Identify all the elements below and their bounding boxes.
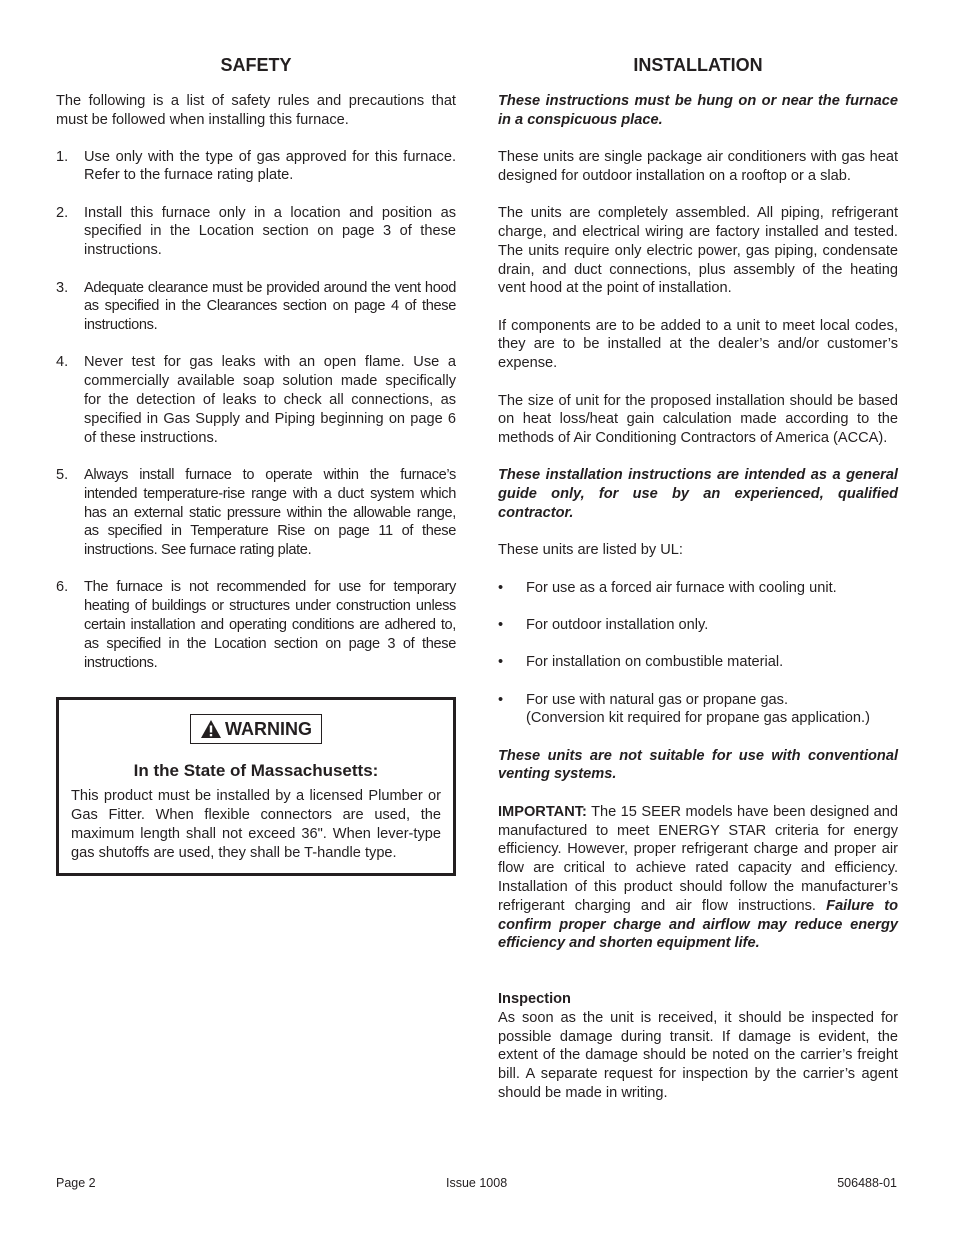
safety-column	[56, 53, 456, 876]
item-text: For installation on combustible material.	[526, 654, 784, 671]
warning-label: WARNING	[225, 718, 312, 739]
paragraph: These units are single package air conditioners with gas heat designed for outdoor installation on a rooftop or a slab.	[498, 149, 898, 184]
warning-badge	[190, 714, 322, 744]
item-text: For use as a forced air furnace with cooling unit.	[526, 579, 837, 596]
warning-box	[56, 697, 456, 875]
footer-doc-number: 506488-01	[837, 1176, 897, 1190]
important-paragraph	[498, 803, 898, 953]
list-item	[56, 148, 456, 186]
item-number: 4.	[56, 354, 69, 371]
item-number: 6.	[56, 579, 69, 596]
list-item	[498, 653, 898, 672]
list-item	[56, 204, 456, 260]
item-subtext: (Conversion kit required for propane gas application.)	[526, 710, 870, 727]
venting-notice: These units are not suitable for use with conventional venting systems.	[498, 747, 898, 783]
hang-notice: These instructions must be hung on or near the furnace in a conspicuous place.	[498, 93, 898, 128]
list-item	[56, 279, 456, 335]
important-text: The 15 SEER models have been designed and manufactured to meet ENERGY STAR criteria for energy efficiency. However, proper refrigerant charge and proper air flow are critical to achieve rated capacity and efficiency. Installation of this product should follow the manufacturer’s refrigerant charging and air flow instructions.	[498, 803, 898, 914]
bullet: •	[498, 616, 504, 633]
item-text: The furnace is not recommended for use for temporary heating of buildings or structures under construction unless certain installation and operating conditions are adhered to, as specified in the Location section on page 3 of these instructions.	[84, 579, 456, 671]
warning-heading: In the State of Massachusetts:	[133, 761, 379, 781]
item-text: Use only with the type of gas approved for this furnace. Refer to the furnace rating plate.	[84, 148, 456, 184]
safety-intro: The following is a list of safety rules and precautions that must be followed when installing this furnace.	[56, 93, 456, 128]
installation-title: INSTALLATION	[633, 55, 763, 75]
installation-column	[498, 53, 898, 1103]
bullet: •	[498, 579, 504, 596]
bullet: •	[498, 654, 504, 671]
list-item	[498, 579, 898, 598]
item-text: Always install furnace to operate within the furnace’s intended temperature-rise range with a duct system which has an external static pressure within the allowable range, as specified in Temperature Rise on page 11 of these instructions. See furnace rating plate.	[84, 466, 456, 559]
list-item	[498, 616, 898, 635]
item-number: 3.	[56, 279, 69, 296]
item-text: Never test for gas leaks with an open flame. Use a commercially available soap solution made specifically for the detection of leaks to check all connections, as specified in Gas Supply and Piping beginning on page 6 of these instructions.	[84, 354, 456, 446]
important-emphasis: Failure to confirm proper charge and airflow may reduce energy efficiency and shorten equipment life.	[498, 897, 898, 952]
paragraph: If components are to be added to a unit to meet local codes, they are to be installed at the dealer’s and/or customer’s expense.	[498, 317, 898, 372]
list-item	[56, 466, 456, 560]
safety-rules-list	[56, 148, 456, 673]
warning-triangle-icon	[200, 719, 222, 739]
inspection-heading: Inspection	[498, 991, 571, 1008]
item-number: 2.	[56, 204, 69, 221]
ul-intro: These units are listed by UL:	[498, 542, 683, 559]
bullet: •	[498, 691, 504, 708]
important-label: IMPORTANT:	[498, 803, 587, 820]
guide-notice: These installation instructions are intended as a general guide only, for use by an experienced, qualified contractor.	[498, 467, 898, 522]
ul-listing-list	[498, 579, 898, 728]
item-text: Adequate clearance must be provided around the vent hood as specified in the Clearances section on page 4 of these instructions.	[84, 279, 456, 334]
paragraph: The size of unit for the proposed installation should be based on heat loss/heat gain calculation made according to the methods of Air Conditioning Contractors of America (ACCA).	[498, 392, 898, 447]
list-item	[56, 578, 456, 672]
item-text: Install this furnace only in a location and position as specified in the Location section on page 3 of these instructions.	[84, 204, 456, 259]
item-number: 5.	[56, 466, 69, 483]
warning-text: This product must be installed by a licensed Plumber or Gas Fitter. When flexible connectors are used, the maximum length shall not exceed 36". When lever-type gas shutoffs are used, they shall be T-handle type.	[71, 788, 441, 861]
inspection-text: As soon as the unit is received, it should be inspected for possible damage during transit. If damage is evident, the extent of the damage should be noted on the carrier’s freight bill. A separate request for inspection by the carrier’s agent should be made in writing.	[498, 1009, 898, 1102]
safety-title: SAFETY	[220, 55, 292, 75]
item-text: For use with natural gas or propane gas.	[526, 691, 789, 708]
footer-issue: Issue 1008	[446, 1176, 508, 1190]
item-number: 1.	[56, 148, 69, 165]
paragraph: The units are completely assembled. All piping, refrigerant charge, and electrical wiring are factory installed and tested. The units require only electric power, gas piping, condensate drain, and duct connections, plus assembly of the heating vent hood at the point of installation.	[498, 205, 898, 297]
footer-page: Page 2	[56, 1176, 96, 1190]
item-text: For outdoor installation only.	[526, 616, 709, 633]
list-item	[56, 353, 456, 447]
list-item	[498, 691, 898, 729]
